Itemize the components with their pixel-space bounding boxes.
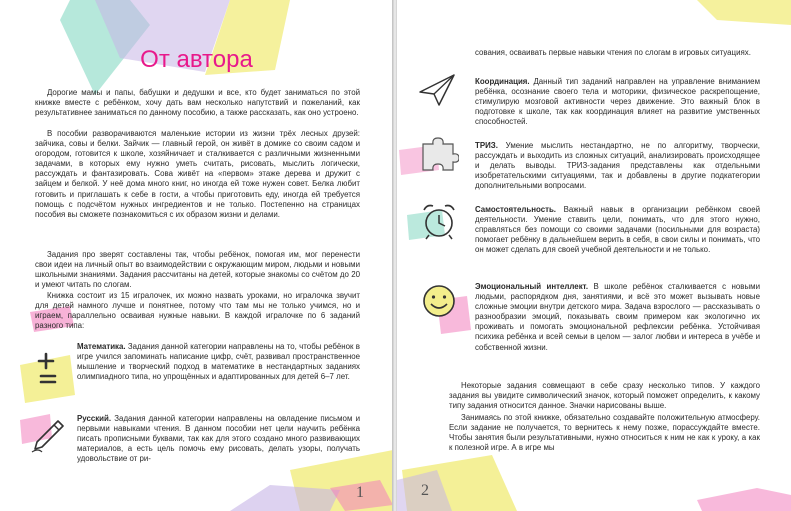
- intro-paragraph-3: Задания про зверят составлены так, чтобы ребёнок, помогая им, мог перенести свои идеи на личный опыт во взаимодействии с окружающим миром, людьми и новыми школьными знаниями. Задания рассчитаны на детей, которые знакомы со счётом до 20 и умеют читать по слогам.: [35, 250, 360, 290]
- page-number-right: 2: [421, 482, 429, 499]
- emotional-text: В школе ребёнок сталкивается с новыми людьми, распорядком дня, занятиями, и всё это может вызывать новые сложные эмоции внутри детского мира. Задача взрослого — рассказывать о разнообразии эмоций, показывать своим примером как экологично их проживать и помогать эмоциональной рефлексии ребёнка. Устойчивая психика ребёнка и всей семьи в целом — залог любви и интереса в учёбе и собственной жизни.: [475, 282, 760, 352]
- russian-category: [77, 414, 360, 464]
- outro-paragraph-2: Занимаясь по этой книжке, обязательно создавайте положительную атмосферу. Если задание не получается, то вернитесь к нему позже, порассуждайте вместе. Чтобы занятия были результативными, нужно относиться к ним не как к уроку, а как к полезной игре. А в игре мы: [449, 413, 760, 453]
- coordination-category: [475, 77, 760, 127]
- paper-plane-icon: [417, 72, 457, 108]
- page-title: От автора: [140, 46, 253, 73]
- math-text: Задания данной категории направлены на то, чтобы ребёнок в игре учился запоминать написание цифр, счёт, развивал пространственное мышление и творческий подход в математике в нестандартных заданиях олимпиадного типа, но упрощённых и адаптированных для детей 6–7 лет.: [77, 342, 360, 382]
- smiley-face-icon: [421, 283, 457, 319]
- coordination-title: Координация.: [475, 77, 530, 86]
- independence-text: Важный навык в организации ребёнком своей деятельности. Умение ставить цели, понимать, что для этого нужно, справляться без помощи со своими задачами (посильными для возраста) помогает ребёнку в дальнейшем верить в себя, в свои силы и понимать, что он может сделать для своей учебной деятельности и не только.: [475, 205, 760, 255]
- puzzle-piece-icon: [419, 136, 459, 172]
- continued-text: сования, осваивать первые навыки чтения по слогам в игровых ситуациях.: [475, 48, 751, 57]
- emotional-title: Эмоциональный интеллект.: [475, 282, 589, 291]
- independence-category: [475, 205, 760, 255]
- math-category: [77, 342, 360, 382]
- coordination-text: Данный тип заданий направлен на управление вниманием ребёнка, осознание своего тела и моторики, физическое раскрепощение, стимулирую мозговой активности через движение. Это важный блок в подготовке к школе, так как координация влияет на развитие умственных способностей.: [475, 77, 760, 127]
- page-number-left: 1: [356, 484, 364, 501]
- russian-text: Задания данной категории направлены на овладение письмом и первыми навыками чтения. В данном пособии нет цели научить ребёнка писать прописными буквами, так как для этого создано много развивающих материалов, а есть цель помочь ему рисовать, делать узоры, получать удовольствие от ри-: [77, 414, 360, 464]
- intro-paragraph-4: Книжка состоит из 15 игралочек, их можно назвать уроками, но игралочка звучит для детей намного лучше и понятнее, потому что там мы не только учимся, но и играем, параллельно осваивая нужные навыки. В каждой игралочке по 6 заданий разного типа:: [35, 291, 360, 331]
- math-signs-icon: [33, 352, 63, 386]
- math-title: Математика.: [77, 342, 126, 351]
- independence-title: Самостоятельность.: [475, 205, 556, 214]
- pencil-icon: [30, 418, 64, 454]
- russian-title: Русский.: [77, 414, 112, 423]
- triz-title: ТРИЗ.: [475, 141, 498, 150]
- outro-paragraph-1: Некоторые задания совмещают в себе сразу несколько типов. У каждого задания вы увидите символический значок, который поможет определить, к какому типу задания относится данное. Значки нарисованы выше.: [449, 381, 760, 411]
- right-page: [397, 0, 791, 511]
- triz-category: [475, 141, 760, 191]
- emotional-category: [475, 282, 760, 353]
- intro-paragraph-2: В пособии разворачиваются маленькие истории из жизни трёх лесных друзей: зайчика, совы и белки. Зайчик — главный герой, он живёт в домике со своим садом и огородом, готовится к школе, хозяйничает и сталкивается с различными жизненными задачами, в которых ему нужно уметь считать, рисовать, мыслить логически, рассуждать и фантазировать. Сова живёт на «первом» этаже дерева и дружит с зайцем и белкой. У неё дома много книг, но иногда ей тоже нужен совет. Белка любит готовить и приглашать к себе в гости, а чтобы приготовить еду, иногда ей требуется помощь с подсчётом нужных ингредиентов и не только. Постепенно на страницах пособия вы сможете познакомиться с их образом жизни и делами.: [35, 129, 360, 219]
- intro-paragraph-1: Дорогие мамы и папы, бабушки и дедушки и все, кто будет заниматься по этой книжке вместе с ребёнком, хочу дать вам несколько напутствий и пожеланий, как результативнее заниматься по данному пособию, а также рассказать, как оно устроено.: [35, 88, 360, 118]
- left-page: [0, 0, 393, 511]
- triz-text: Умение мыслить нестандартно, не по алгоритму, творчески, рассуждать и выходить из сложных ситуаций, анализировать происходящее и делать выводы. ТРИЗ-задания представлены как отдельными изобретательскими ситуациями, так и добавлены в другие подкатегории дополнительными вопросами.: [475, 141, 760, 191]
- alarm-clock-icon: [419, 201, 459, 241]
